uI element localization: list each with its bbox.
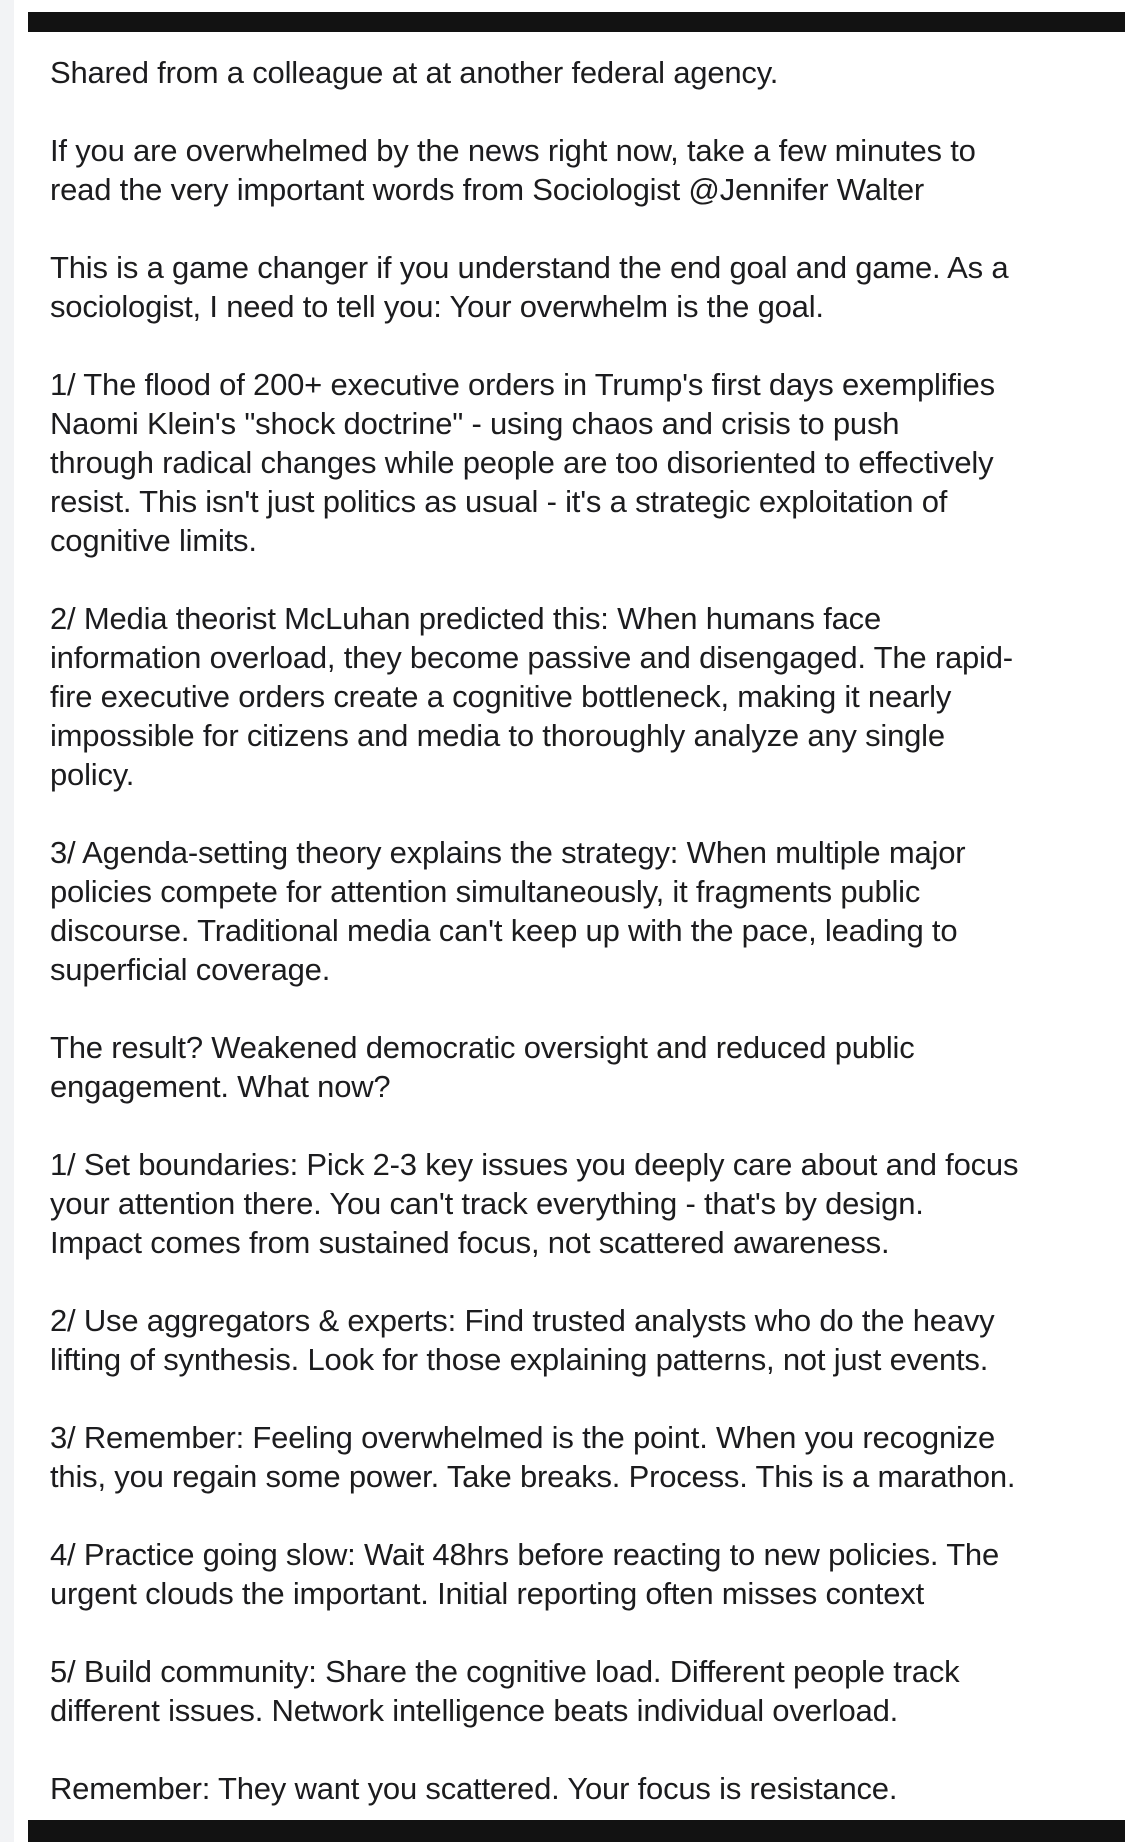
line: resist. This isn't just politics as usual - it's a strategic exploitation of bbox=[50, 484, 948, 519]
line: cognitive limits. bbox=[50, 523, 257, 558]
bottom-crop-bar bbox=[28, 1820, 1125, 1842]
line: through radical changes while people are too disoriented to effectively bbox=[50, 445, 994, 480]
line: your attention there. You can't track everything - that's by design. bbox=[50, 1186, 924, 1221]
post-body bbox=[50, 53, 1115, 1808]
line: fire executive orders create a cognitive bottleneck, making it nearly bbox=[50, 679, 952, 714]
line: Remember: They want you scattered. Your focus is resistance. bbox=[50, 1771, 898, 1806]
line: lifting of synthesis. Look for those explaining patterns, not just events. bbox=[50, 1342, 989, 1377]
paragraph-closing bbox=[50, 1769, 1115, 1808]
line: different issues. Network intelligence beats individual overload. bbox=[50, 1693, 899, 1728]
line: This is a game changer if you understand the end goal and game. As a bbox=[50, 250, 1009, 285]
line: 5/ Build community: Share the cognitive load. Different people track bbox=[50, 1654, 960, 1689]
paragraph-overwhelmed bbox=[50, 131, 1115, 209]
line: Shared from a colleague at at another federal agency. bbox=[50, 55, 779, 90]
left-margin-strip bbox=[0, 0, 14, 1842]
paragraph-point-2 bbox=[50, 599, 1115, 794]
line: 1/ Set boundaries: Pick 2-3 key issues you deeply care about and focus bbox=[50, 1147, 1019, 1182]
paragraph-game-changer bbox=[50, 248, 1115, 326]
line: Naomi Klein's "shock doctrine" - using chaos and crisis to push bbox=[50, 406, 900, 441]
line: impossible for citizens and media to thoroughly analyze any single bbox=[50, 718, 945, 753]
paragraph-intro bbox=[50, 53, 1115, 92]
line: urgent clouds the important. Initial reporting often misses context bbox=[50, 1576, 925, 1611]
paragraph-tip-1 bbox=[50, 1145, 1115, 1262]
line: this, you regain some power. Take breaks. Process. This is a marathon. bbox=[50, 1459, 1016, 1494]
paragraph-tip-3 bbox=[50, 1418, 1115, 1496]
line: The result? Weakened democratic oversight and reduced public bbox=[50, 1030, 915, 1065]
paragraph-tip-5 bbox=[50, 1652, 1115, 1730]
paragraph-point-3 bbox=[50, 833, 1115, 989]
top-crop-bar bbox=[28, 12, 1125, 32]
line: Impact comes from sustained focus, not scattered awareness. bbox=[50, 1225, 890, 1260]
line: 2/ Media theorist McLuhan predicted this: When humans face bbox=[50, 601, 882, 636]
line: If you are overwhelmed by the news right now, take a few minutes to bbox=[50, 133, 976, 168]
line: 1/ The flood of 200+ executive orders in Trump's first days exemplifies bbox=[50, 367, 995, 402]
line: information overload, they become passive and disengaged. The rapid- bbox=[50, 640, 1013, 675]
line: superficial coverage. bbox=[50, 952, 331, 987]
line: policy. bbox=[50, 757, 135, 792]
line: policies compete for attention simultaneously, it fragments public bbox=[50, 874, 921, 909]
line: 3/ Remember: Feeling overwhelmed is the point. When you recognize bbox=[50, 1420, 996, 1455]
line: read the very important words from Sociologist @Jennifer Walter bbox=[50, 172, 925, 207]
paragraph-tip-4 bbox=[50, 1535, 1115, 1613]
paragraph-point-1 bbox=[50, 365, 1115, 560]
line: engagement. What now? bbox=[50, 1069, 391, 1104]
line: discourse. Traditional media can't keep up with the pace, leading to bbox=[50, 913, 958, 948]
line: 4/ Practice going slow: Wait 48hrs before reacting to new policies. The bbox=[50, 1537, 1000, 1572]
line: sociologist, I need to tell you: Your overwhelm is the goal. bbox=[50, 289, 824, 324]
line: 3/ Agenda-setting theory explains the strategy: When multiple major bbox=[50, 835, 966, 870]
paragraph-tip-2 bbox=[50, 1301, 1115, 1379]
line: 2/ Use aggregators & experts: Find trusted analysts who do the heavy bbox=[50, 1303, 995, 1338]
paragraph-result bbox=[50, 1028, 1115, 1106]
